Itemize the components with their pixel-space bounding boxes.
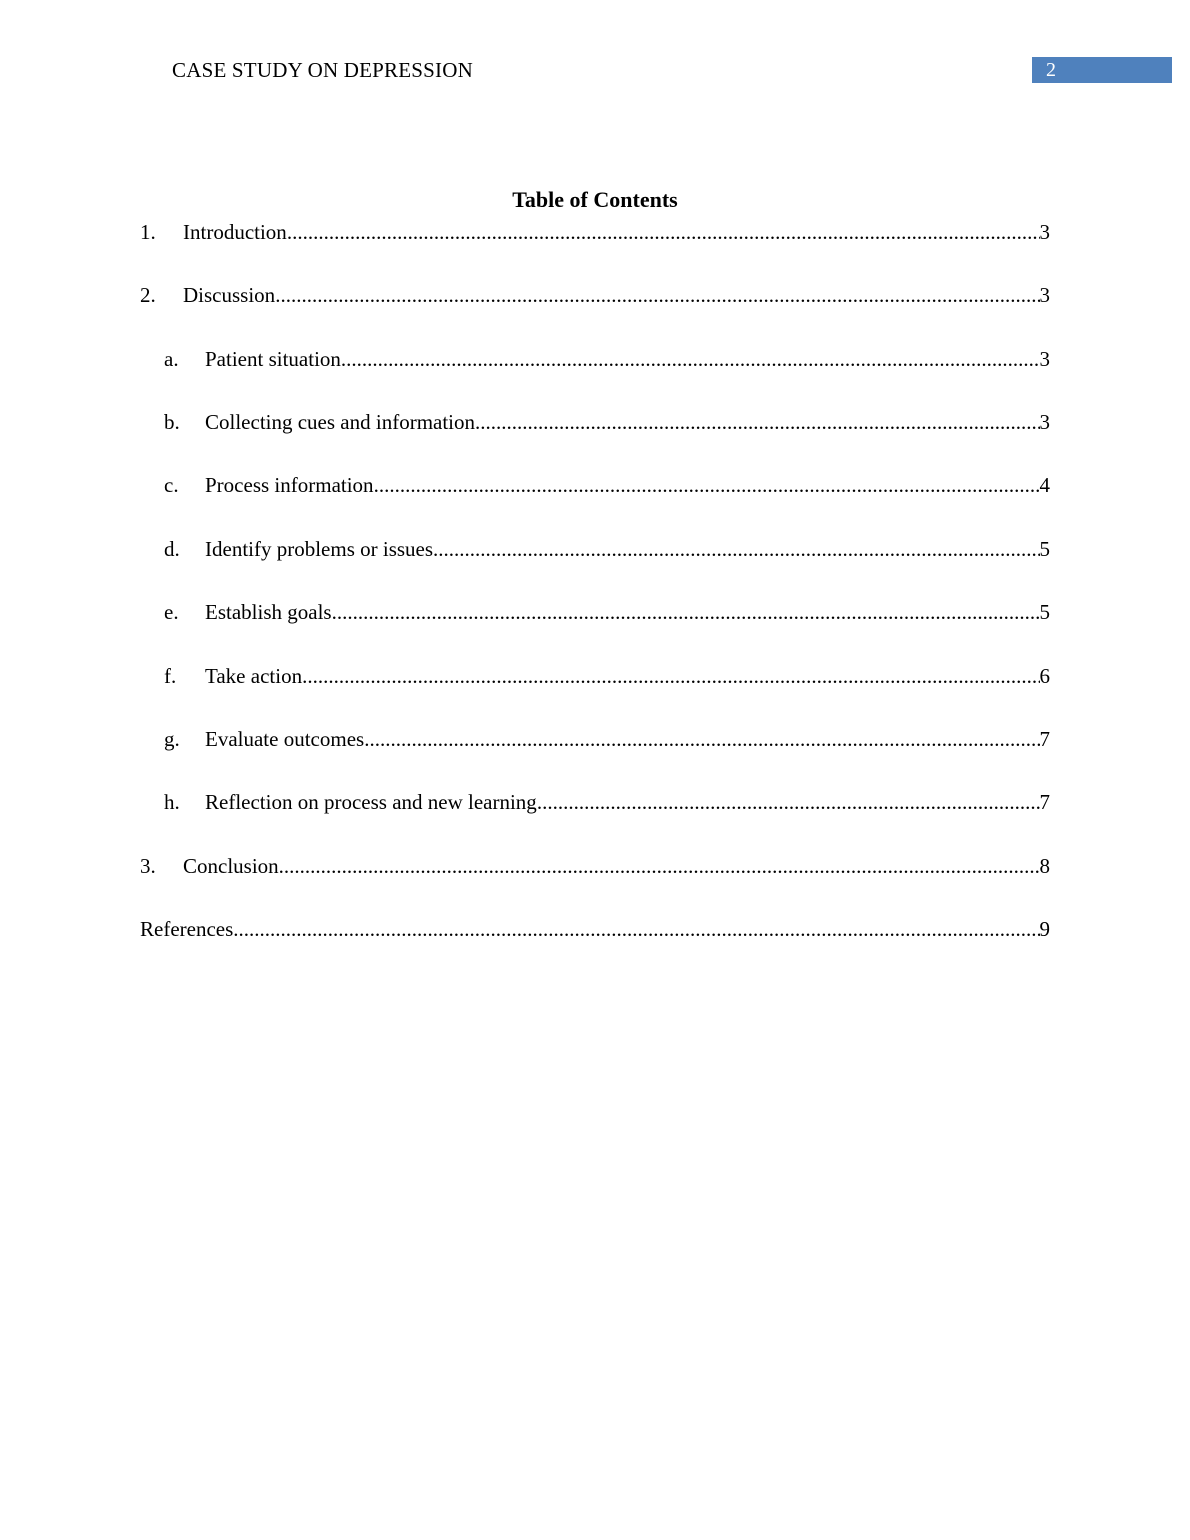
toc-entry-discussion[interactable] <box>140 281 1050 309</box>
toc-entry-label: References <box>140 917 234 941</box>
toc-entry-page: 8 <box>1039 854 1050 878</box>
toc-entry-number: b. <box>164 410 180 434</box>
toc-entry-patient-situation[interactable] <box>164 345 1050 373</box>
toc-entry-number: g. <box>164 727 180 751</box>
toc-entry-number: h. <box>164 790 180 814</box>
toc-dot-leader <box>341 345 1040 373</box>
toc-entry-page: 6 <box>1039 664 1050 688</box>
toc-entry-introduction[interactable] <box>140 218 1050 246</box>
toc-entry-page: 5 <box>1039 537 1050 561</box>
toc-entry-label: Introduction <box>183 220 287 244</box>
toc-entry-label: Evaluate outcomes <box>205 727 365 751</box>
toc-entry-label: Collecting cues and information <box>205 410 476 434</box>
toc-entry-label: Process information <box>205 473 374 497</box>
toc-entry-number: 1. <box>140 220 156 244</box>
toc-entry-number: d. <box>164 537 180 561</box>
page-number-box <box>1032 57 1172 83</box>
toc-dot-leader <box>233 915 1039 943</box>
toc-entry-page: 3 <box>1039 347 1050 371</box>
toc-entry-label: Patient situation <box>205 347 341 371</box>
toc-entry-page: 7 <box>1039 727 1050 751</box>
toc-dot-leader <box>279 852 1040 880</box>
toc-entry-page: 4 <box>1039 473 1050 497</box>
toc-entry-number: e. <box>164 600 179 624</box>
toc-entry-label: Conclusion <box>183 854 279 878</box>
toc-dot-leader <box>475 408 1039 436</box>
toc-entry-number: a. <box>164 347 179 371</box>
page-header <box>0 0 1190 100</box>
toc-entry-page: 3 <box>1039 283 1050 307</box>
toc-entry-conclusion[interactable] <box>140 852 1050 880</box>
toc-entry-collecting-cues[interactable] <box>164 408 1050 436</box>
toc-entry-label: Take action <box>205 664 303 688</box>
toc-entry-number: 3. <box>140 854 156 878</box>
toc-dot-leader <box>275 281 1039 309</box>
toc-entry-page: 3 <box>1039 220 1050 244</box>
toc-entry-number: c. <box>164 473 179 497</box>
toc-entry-process-information[interactable] <box>164 471 1050 499</box>
toc-entry-identify-problems[interactable] <box>164 535 1050 563</box>
toc-entry-references[interactable] <box>140 915 1050 943</box>
toc-dot-leader <box>302 662 1039 690</box>
toc-dot-leader <box>364 725 1039 753</box>
toc-entry-evaluate-outcomes[interactable] <box>164 725 1050 753</box>
toc-entry-number: f. <box>164 664 177 688</box>
toc-title: Table of Contents <box>512 187 678 212</box>
toc-entry-label: Reflection on process and new learning <box>205 790 537 814</box>
toc-dot-leader <box>332 598 1040 626</box>
toc-dot-leader <box>433 535 1039 563</box>
toc-entry-establish-goals[interactable] <box>164 598 1050 626</box>
toc-dot-leader <box>374 471 1040 499</box>
toc-entry-label: Discussion <box>183 283 276 307</box>
toc-entry-page: 9 <box>1039 917 1050 941</box>
toc-dot-leader <box>537 788 1040 816</box>
toc-entry-number: 2. <box>140 283 156 307</box>
toc-entry-page: 7 <box>1039 790 1050 814</box>
running-head: CASE STUDY ON DEPRESSION <box>172 58 473 82</box>
toc-entry-label: Identify problems or issues <box>205 537 434 561</box>
toc-entry-reflection[interactable] <box>164 788 1050 816</box>
toc-entry-label: Establish goals <box>205 600 332 624</box>
toc-entry-page: 5 <box>1039 600 1050 624</box>
toc-entry-take-action[interactable] <box>164 662 1050 690</box>
toc-dot-leader <box>287 218 1040 246</box>
toc-entry-page: 3 <box>1039 410 1050 434</box>
page-number: 2 <box>1046 59 1056 81</box>
